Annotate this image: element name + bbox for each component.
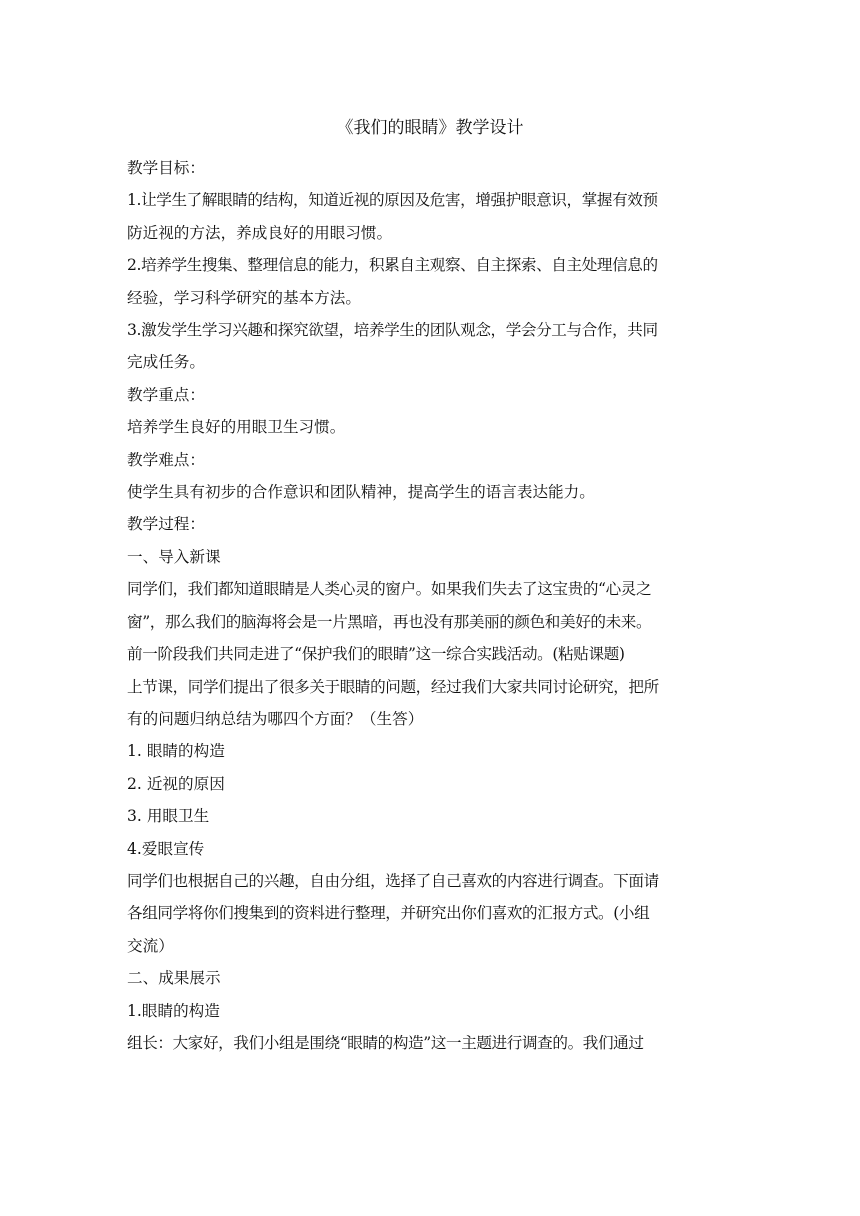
difficulty-text: 使学生具有初步的合作意识和团队精神，提高学生的语言表达能力。 — [127, 483, 595, 502]
intro-paragraph-line-3: 前一阶段我们共同走进了“保护我们的眼睛”这一综合实践活动。(粘贴课题) — [127, 645, 625, 664]
list-item: 2. 近视的原因 — [127, 774, 225, 793]
goal-2-line-2: 经验，学习科学研究的基本方法。 — [127, 288, 361, 307]
subheading-introduction: 一、导入新课 — [127, 547, 221, 566]
leader-speech-line-1: 组长：大家好，我们小组是围绕“眼睛的构造”这一主题进行调查的。我们通过 — [127, 1033, 644, 1052]
goal-3-line-2: 完成任务。 — [127, 353, 205, 372]
goal-2-line-1: 2.培养学生搜集、整理信息的能力，积累自主观察、自主探索、自主处理信息的 — [127, 256, 658, 275]
goal-1-line-2: 防近视的方法，养成良好的用眼习惯。 — [127, 223, 393, 242]
document-body — [127, 152, 735, 1059]
section-heading-goals: 教学目标： — [127, 159, 205, 177]
question-paragraph-line-1: 上节课，同学们提出了很多关于眼睛的问题，经过我们大家共同讨论研究，把所 — [127, 677, 659, 696]
intro-paragraph-line-2: 窗”，那么我们的脑海将会是一片黑暗，再也没有那美丽的颜色和美好的未来。 — [127, 612, 652, 631]
goal-1-line-1: 1.让学生了解眼睛的结构，知道近视的原因及危害，增强护眼意识，掌握有效预 — [127, 191, 658, 210]
intro-paragraph-line-1: 同学们，我们都知道眼睛是人类心灵的窗户。如果我们失去了这宝贵的“心灵之 — [127, 580, 652, 599]
question-paragraph-line-2: 有的问题归纳总结为哪四个方面？（生答） — [127, 709, 424, 728]
section-heading-process: 教学过程： — [127, 515, 205, 534]
key-point-text: 培养学生良好的用眼卫生习惯。 — [127, 418, 346, 437]
grouping-paragraph-line-3: 交流） — [127, 936, 174, 955]
section-heading-key-points: 教学重点： — [127, 385, 205, 404]
results-item-heading: 1.眼睛的构造 — [127, 1001, 220, 1020]
subheading-results: 二、成果展示 — [127, 969, 221, 988]
goal-3-line-1: 3.激发学生学习兴趣和探究欲望，培养学生的团队观念，学会分工与合作，共同 — [127, 321, 658, 340]
list-item: 3. 用眼卫生 — [127, 807, 210, 826]
list-item: 1. 眼睛的构造 — [127, 742, 225, 761]
list-item: 4.爱眼宣传 — [127, 839, 205, 858]
grouping-paragraph-line-2: 各组同学将你们搜集到的资料进行整理，并研究出你们喜欢的汇报方式。(小组 — [127, 904, 650, 923]
grouping-paragraph-line-1: 同学们也根据自己的兴趣，自由分组，选择了自己喜欢的内容进行调查。下面请 — [127, 871, 659, 890]
document-title: 《我们的眼睛》教学设计 — [336, 118, 524, 138]
section-heading-difficulties: 教学难点： — [127, 450, 205, 469]
